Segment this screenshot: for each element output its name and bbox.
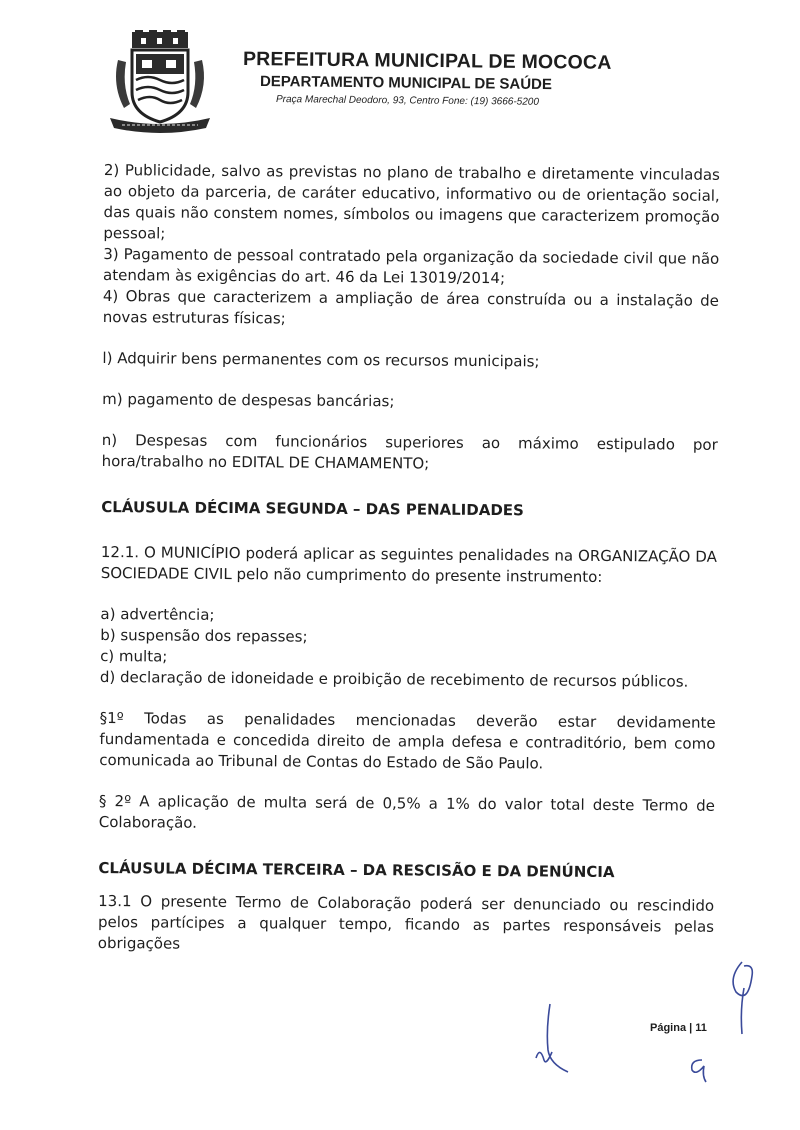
item-n: n) Despesas com funcionários superiores ao máximo estipulado por hora/trabalho no EDITAL DE CHAMAMENTO; [101,430,718,473]
item-m: m) pagamento de despesas bancárias; [102,389,395,411]
handwritten-page-number [686,1054,714,1084]
item-l: l) Adquirir bens permanentes com os recursos municipais; [102,348,540,371]
handwritten-signature [528,1000,578,1080]
document-body [98,160,720,959]
clause-13-1: 13.1 O presente Termo de Colaboração poderá ser denunciado ou rescindido pelos partícipes a qualquer tempo, ficando as partes responsáveis pelas obrigações [97,891,715,953]
paragraph-2: § 2º A aplicação de multa será de 0,5% a 1% do valor total deste Termo de Colaboração. [98,791,716,832]
clause-12-1: 12.1. O MUNICÍPIO poderá aplicar as seguintes penalidades na ORGANIZAÇÃO DA SOCIEDADE CIVIL pelo não cumprimento do presente instrumento: [100,542,717,586]
penalty-item: b) suspensão dos repasses; [100,625,308,646]
item-3: 3) Pagamento de pessoal contratado pela organização da sociedade civil que não atendam às exigências do art. 46 da Lei 13019/2014; [103,244,720,288]
penalty-item: d) declaração de idoneidade e proibição de recebimento de recursos públicos. [99,667,689,691]
clause-13-heading: CLÁUSULA DÉCIMA TERCEIRA – DA RESCISÃO E DA DENÚNCIA [98,858,615,882]
penalty-item: c) multa; [100,646,168,666]
letterhead [242,48,683,108]
item-4: 4) Obras que caracterizem a ampliação de área construída ou a instalação de novas estruturas físicas; [102,286,719,328]
handwritten-initial-mark [722,958,762,1038]
item-2: 2) Publicidade, salvo as previstas no plano de trabalho e diretamente vinculadas ao objeto da parceria, de caráter educativo, informativo ou de orientação social, das quais não constem nomes, símbolos ou imagens que caracterizem promoção pessoal; [103,160,720,243]
clause-12-heading: CLÁUSULA DÉCIMA SEGUNDA – DAS PENALIDADES [101,497,524,520]
municipal-coat-of-arms-icon [108,30,212,134]
letterhead-department: DEPARTAMENTO MUNICIPAL DE SAÚDE [259,73,553,94]
penalty-item: a) advertência; [100,604,215,624]
letterhead-address: Praça Marechal Deodoro, 93, Centro Fone: (19) 3666-5200 [275,94,539,108]
letterhead-title: PREFEITURA MUNICIPAL DE MOCOCA [242,48,612,74]
page-number: Página | 11 [650,1022,707,1034]
paragraph-1: §1º Todas as penalidades mencionadas deverão estar devidamente fundamentada e concedida direito de ampla defesa e contraditório, bem como comunicada ao Tribunal de Contas do Estado de São Paulo. [99,708,716,773]
